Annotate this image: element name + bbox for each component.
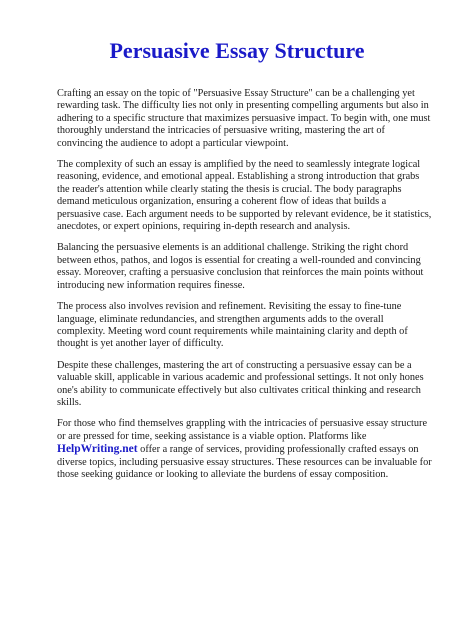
paragraph-4: The process also involves revision and refinement. Revisiting the essay to fine-tune language, eliminate redundancies, and strengthen arguments adds to the overall complexity. Meeting word count requirements while maintaining clarity and depth of thought is yet another layer of difficulty. <box>57 301 408 350</box>
document-body <box>57 88 432 490</box>
paragraph-6-text-before: For those who find themselves grappling with the intricacies of persuasive essay structure or are pressed for time, seeking assistance is a viable option. Platforms like <box>57 418 428 442</box>
paragraph-3: Balancing the persuasive elements is an additional challenge. Striking the right chord between ethos, pathos, and logos is essential for creating a well-rounded and convincing essay. Moreover, crafting a persuasive conclusion that reinforces the main points without introducing new information requires finesse. <box>57 242 424 291</box>
paragraph-6 <box>57 418 432 481</box>
paragraph-5: Despite these challenges, mastering the art of constructing a persuasive essay can be a valuable skill, applicable in various academic and professional settings. It not only hones one's ability to communicate effectively but also cultivates critical thinking and research skills. <box>57 359 424 408</box>
paragraph-2: The complexity of such an essay is amplified by the need to seamlessly integrate logical reasoning, evidence, and emotional appeal. Establishing a strong introduction that grabs the reader's attention while clearly stating the thesis is crucial. The body paragraphs demand meticulous organization, ensuring a coherent flow of ideas that builds a persuasive case. Each argument needs to be supported by relevant evidence, be it statistics, anecdotes, or expert opinions, requiring in-depth research and analysis. <box>57 159 432 233</box>
helpwriting-link[interactable]: HelpWriting.net <box>57 443 138 456</box>
paragraph-6-text-after: offer a range of services, providing professionally crafted essays on diverse topics, including persuasive essay structures. These resources can be invaluable for those seeking guidance or looking to alleviate the burdens of essay composition. <box>57 444 432 480</box>
paragraph-1: Crafting an essay on the topic of "Persuasive Essay Structure" can be a challenging yet rewarding task. The difficulty lies not only in presenting compelling arguments but also in adhering to a specific structure that maximizes persuasive impact. To begin with, one must thoroughly understand the intricacies of persuasive writing, mastering the art of convincing the audience to adopt a particular viewpoint. <box>57 88 431 149</box>
document-title: Persuasive Essay Structure <box>109 38 365 63</box>
